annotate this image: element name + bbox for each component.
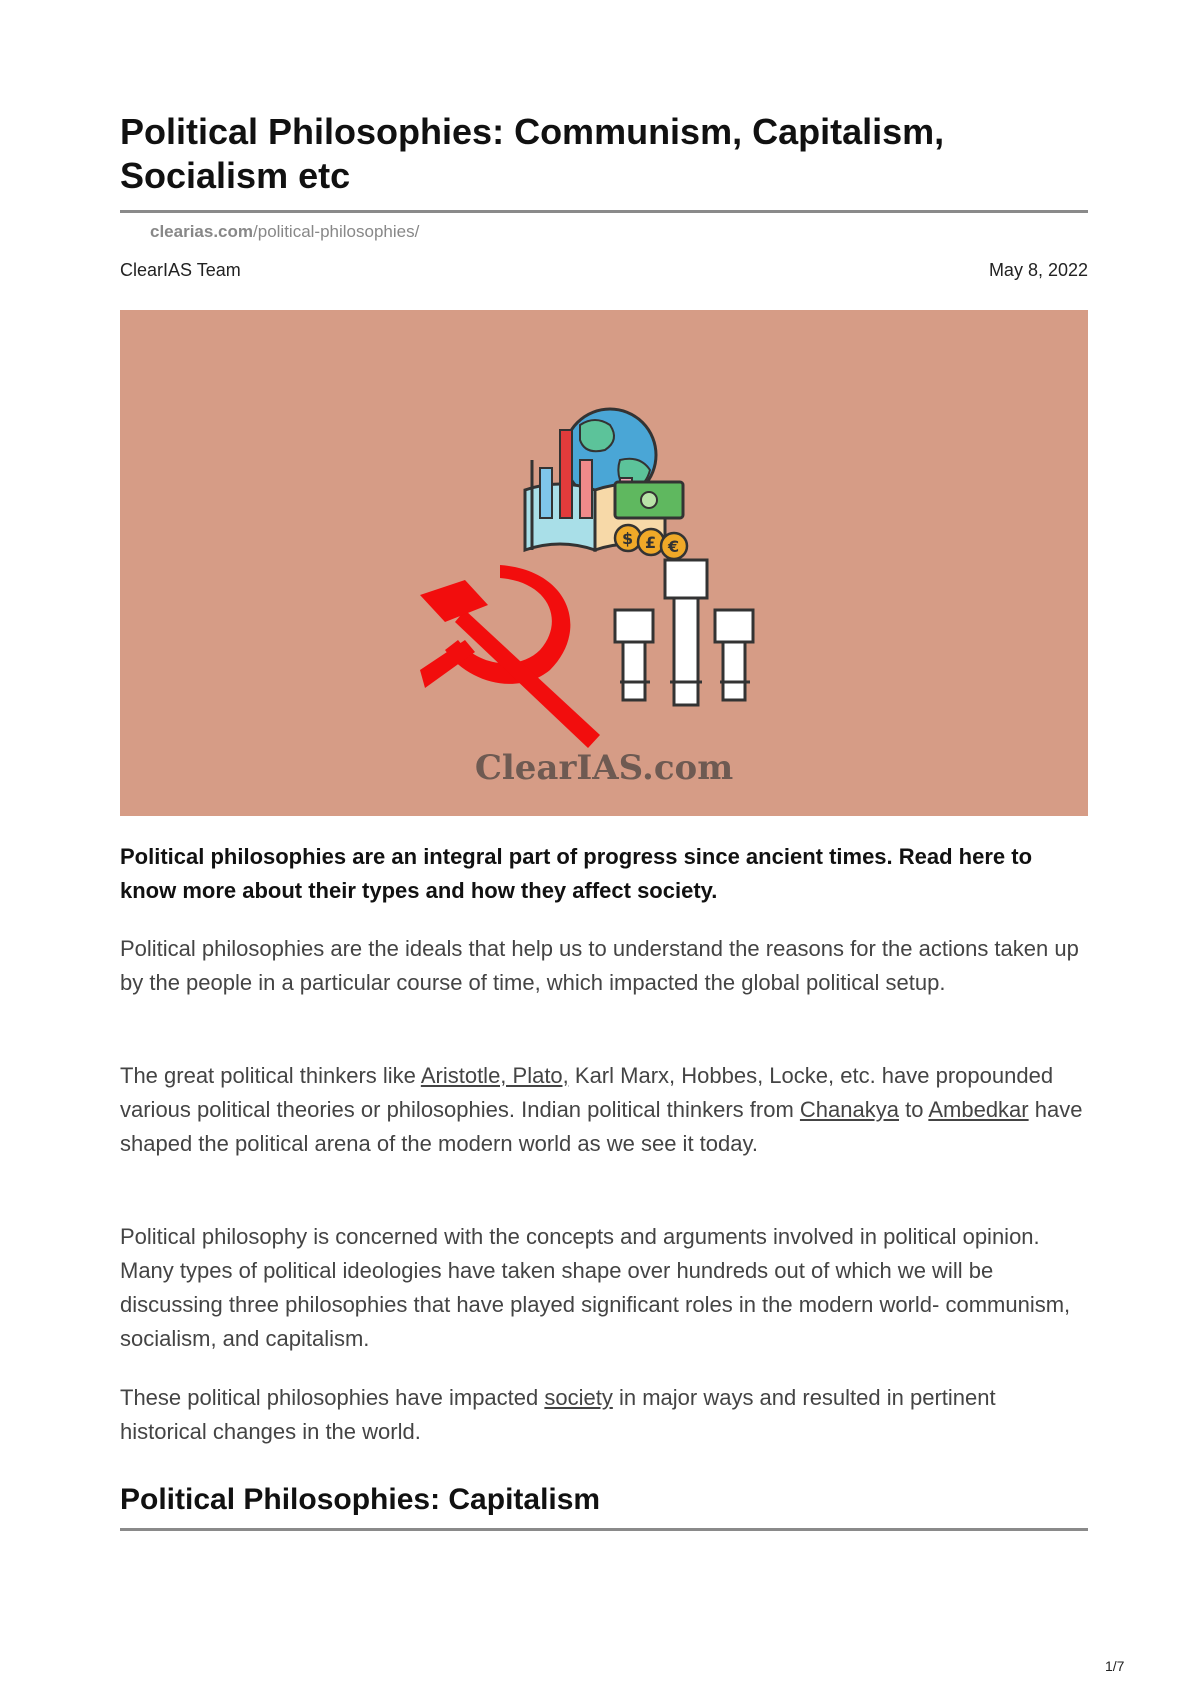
paragraph-4-text-1: These political philosophies have impacted — [120, 1385, 545, 1410]
paragraph-3: Political philosophy is concerned with the concepts and arguments involved in political opinion. Many types of political ideologies have taken shape over hundreds out of which we will be discussing three philosophies that have played significant roles in the modern world- communism, socialism, and capitalism. — [120, 1224, 1071, 1351]
page-number: 1/7 — [1105, 1658, 1125, 1674]
section-divider — [120, 1528, 1088, 1531]
paragraph-2-text-1: The great political thinkers like — [120, 1063, 421, 1088]
link-aristotle-plato[interactable]: Aristotle, Plato, — [420, 1063, 569, 1088]
paragraph-2-text-3: to — [898, 1097, 929, 1122]
publish-date: May 8, 2022 — [988, 260, 1088, 280]
source-domain: clearias.com — [150, 222, 254, 241]
raised-fists-icon — [615, 560, 753, 705]
title-divider — [120, 210, 1088, 213]
link-chanakya[interactable]: Chanakya — [799, 1097, 899, 1122]
paragraph-2-text-4: have shaped the political arena of the modern world as we see it today. — [120, 1097, 1083, 1156]
paragraph-4 — [120, 1381, 1088, 1449]
source-path: /political-philosophies/ — [253, 222, 420, 241]
banknote-icon — [615, 482, 683, 518]
paragraph-1: Political philosophies are the ideals that help us to understand the reasons for the actions taken up by the people in a particular course of time, which impacted the global political setup. — [120, 936, 1079, 995]
hero-illustration — [120, 310, 1088, 816]
article-lead: Political philosophies are an integral part of progress since ancient times. Read here to know more about their types and how they affect society. — [120, 844, 1033, 903]
page-title: Political Philosophies: Communism, Capitalism, Socialism etc — [120, 111, 945, 196]
svg-text:£: £ — [645, 533, 657, 552]
link-ambedkar[interactable]: Ambedkar — [928, 1097, 1029, 1122]
paragraph-2-text-2: Karl Marx, Hobbes, Locke, etc. have propounded various political theories or philosophies. Indian political thinkers from — [120, 1063, 1054, 1122]
svg-text:$: $ — [622, 529, 634, 548]
coins-icon — [615, 525, 687, 559]
hammer-and-sickle-icon — [420, 565, 600, 748]
paragraph-4-text-2: in major ways and resulted in pertinent historical changes in the world. — [120, 1385, 996, 1444]
author: ClearIAS Team — [120, 260, 241, 280]
paragraph-2 — [120, 1059, 1088, 1161]
hero-image — [120, 310, 1088, 816]
article-meta — [120, 260, 1088, 281]
source-url[interactable] — [150, 222, 419, 242]
section-heading-capitalism: Political Philosophies: Capitalism — [120, 1483, 601, 1516]
svg-text:€: € — [668, 537, 680, 556]
link-society[interactable]: society — [544, 1385, 613, 1410]
hero-caption: ClearIAS.com — [474, 748, 734, 788]
